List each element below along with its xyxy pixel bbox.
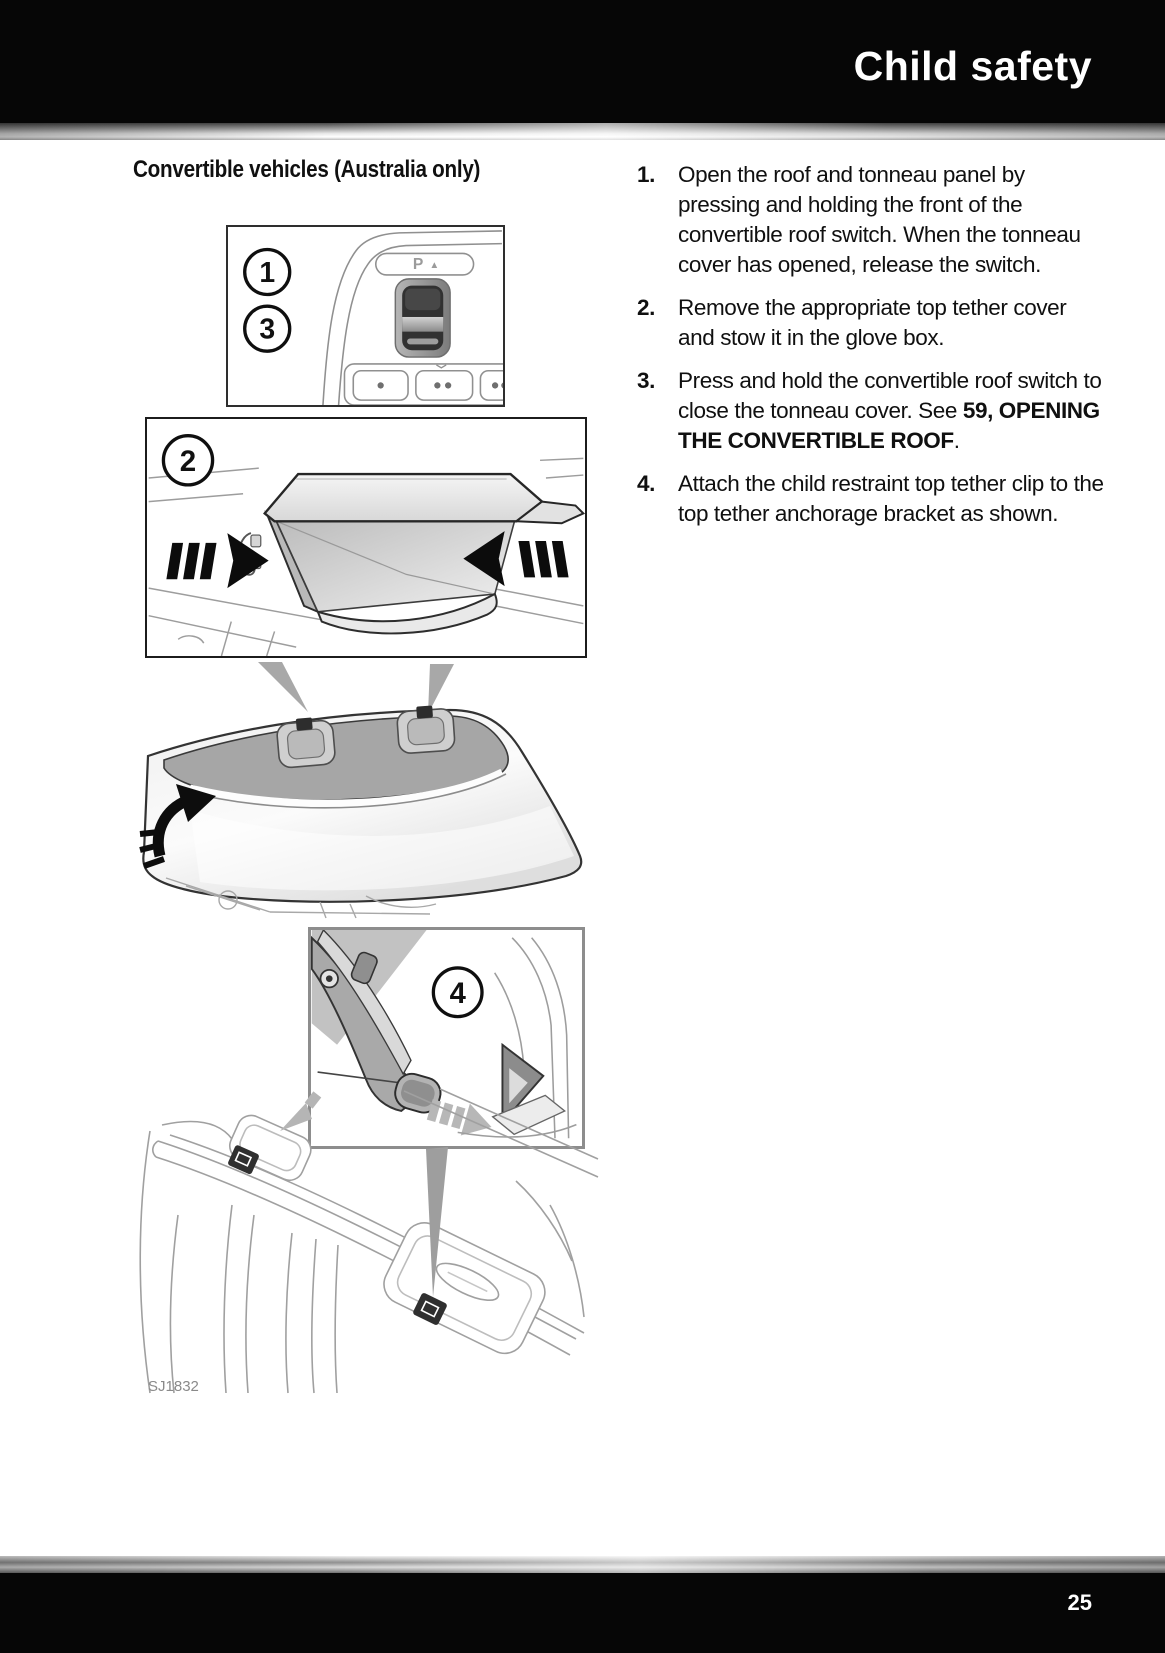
- anchor-recess-left: [276, 716, 336, 769]
- step-text: [678, 469, 1107, 529]
- callout-3-label: 3: [259, 313, 276, 346]
- figure-roof-switch: [226, 225, 505, 407]
- step-text: [678, 160, 1107, 280]
- step-text-normal: Press and hold the convertible roof switch to close the tonneau cover. See: [678, 368, 1102, 423]
- strap-rivet-center: [326, 975, 333, 982]
- section-heading: [133, 156, 537, 184]
- step-text-normal: Attach the child restraint top tether clip to the top tether anchorage bracket as shown.: [678, 471, 1104, 526]
- tether-cover-illustration: [147, 419, 585, 656]
- instruction-step-1: [637, 160, 1107, 280]
- step-number: 2.: [637, 295, 655, 320]
- page-header: [0, 0, 1165, 123]
- console-button-dots: [378, 382, 503, 388]
- tonneau-panel-illustration: [130, 660, 600, 922]
- callout-2-label: 2: [179, 445, 197, 479]
- instruction-step-2: [637, 293, 1107, 353]
- step-number: 1.: [637, 162, 655, 187]
- switch-position-label: P: [412, 256, 424, 274]
- figure-anchorage-locations: [120, 1085, 600, 1400]
- step-text-normal: .: [953, 428, 960, 453]
- callout-4-label: 4: [449, 977, 466, 1010]
- roof-switch-illustration: [228, 227, 503, 405]
- page-title: Child safety: [853, 43, 1092, 89]
- callout-1-label: 1: [259, 256, 276, 289]
- convertible-roof-switch: [395, 279, 450, 357]
- seat-and-deck-outlines: [140, 1089, 598, 1393]
- step-number: 4.: [637, 471, 655, 496]
- figure-caption: SJ1832: [148, 1378, 199, 1395]
- figure-tether-cover: [145, 417, 587, 658]
- instruction-list: [637, 160, 1107, 542]
- triangle-up-icon: ▲: [429, 260, 440, 272]
- section-heading-text: Convertible vehicles (Australia only): [133, 156, 481, 183]
- pointer-wedge-left: [258, 662, 308, 712]
- figure-tonneau-panel: [130, 660, 600, 922]
- instruction-step-4: [637, 469, 1107, 529]
- step-text-normal: Remove the appropriate top tether cover and stow it in the glove box.: [678, 295, 1067, 350]
- footer-divider: [0, 1556, 1165, 1573]
- header-divider: [0, 123, 1165, 140]
- anchor-recess-right: [396, 704, 455, 754]
- page-footer: [0, 1573, 1165, 1653]
- anchor-cover-rear: [377, 1216, 551, 1360]
- step-text: [678, 366, 1107, 456]
- step-number: 3.: [637, 368, 655, 393]
- step-cross-reference: 59, OPENING THE CONVERTIBLE ROOF: [678, 398, 1100, 453]
- page-number: 25: [1067, 1590, 1092, 1615]
- tether-cover-piece: [238, 474, 583, 633]
- step-text-normal: Open the roof and tonneau panel by pressing and holding the front of the convertible roof switch. When the tonneau cover has opened, release the switch.: [678, 162, 1081, 277]
- instruction-step-3: [637, 366, 1107, 456]
- small-gray-arrow-icon: [280, 1091, 321, 1131]
- step-text: [678, 293, 1107, 353]
- anchorage-locations-illustration: [120, 1085, 600, 1400]
